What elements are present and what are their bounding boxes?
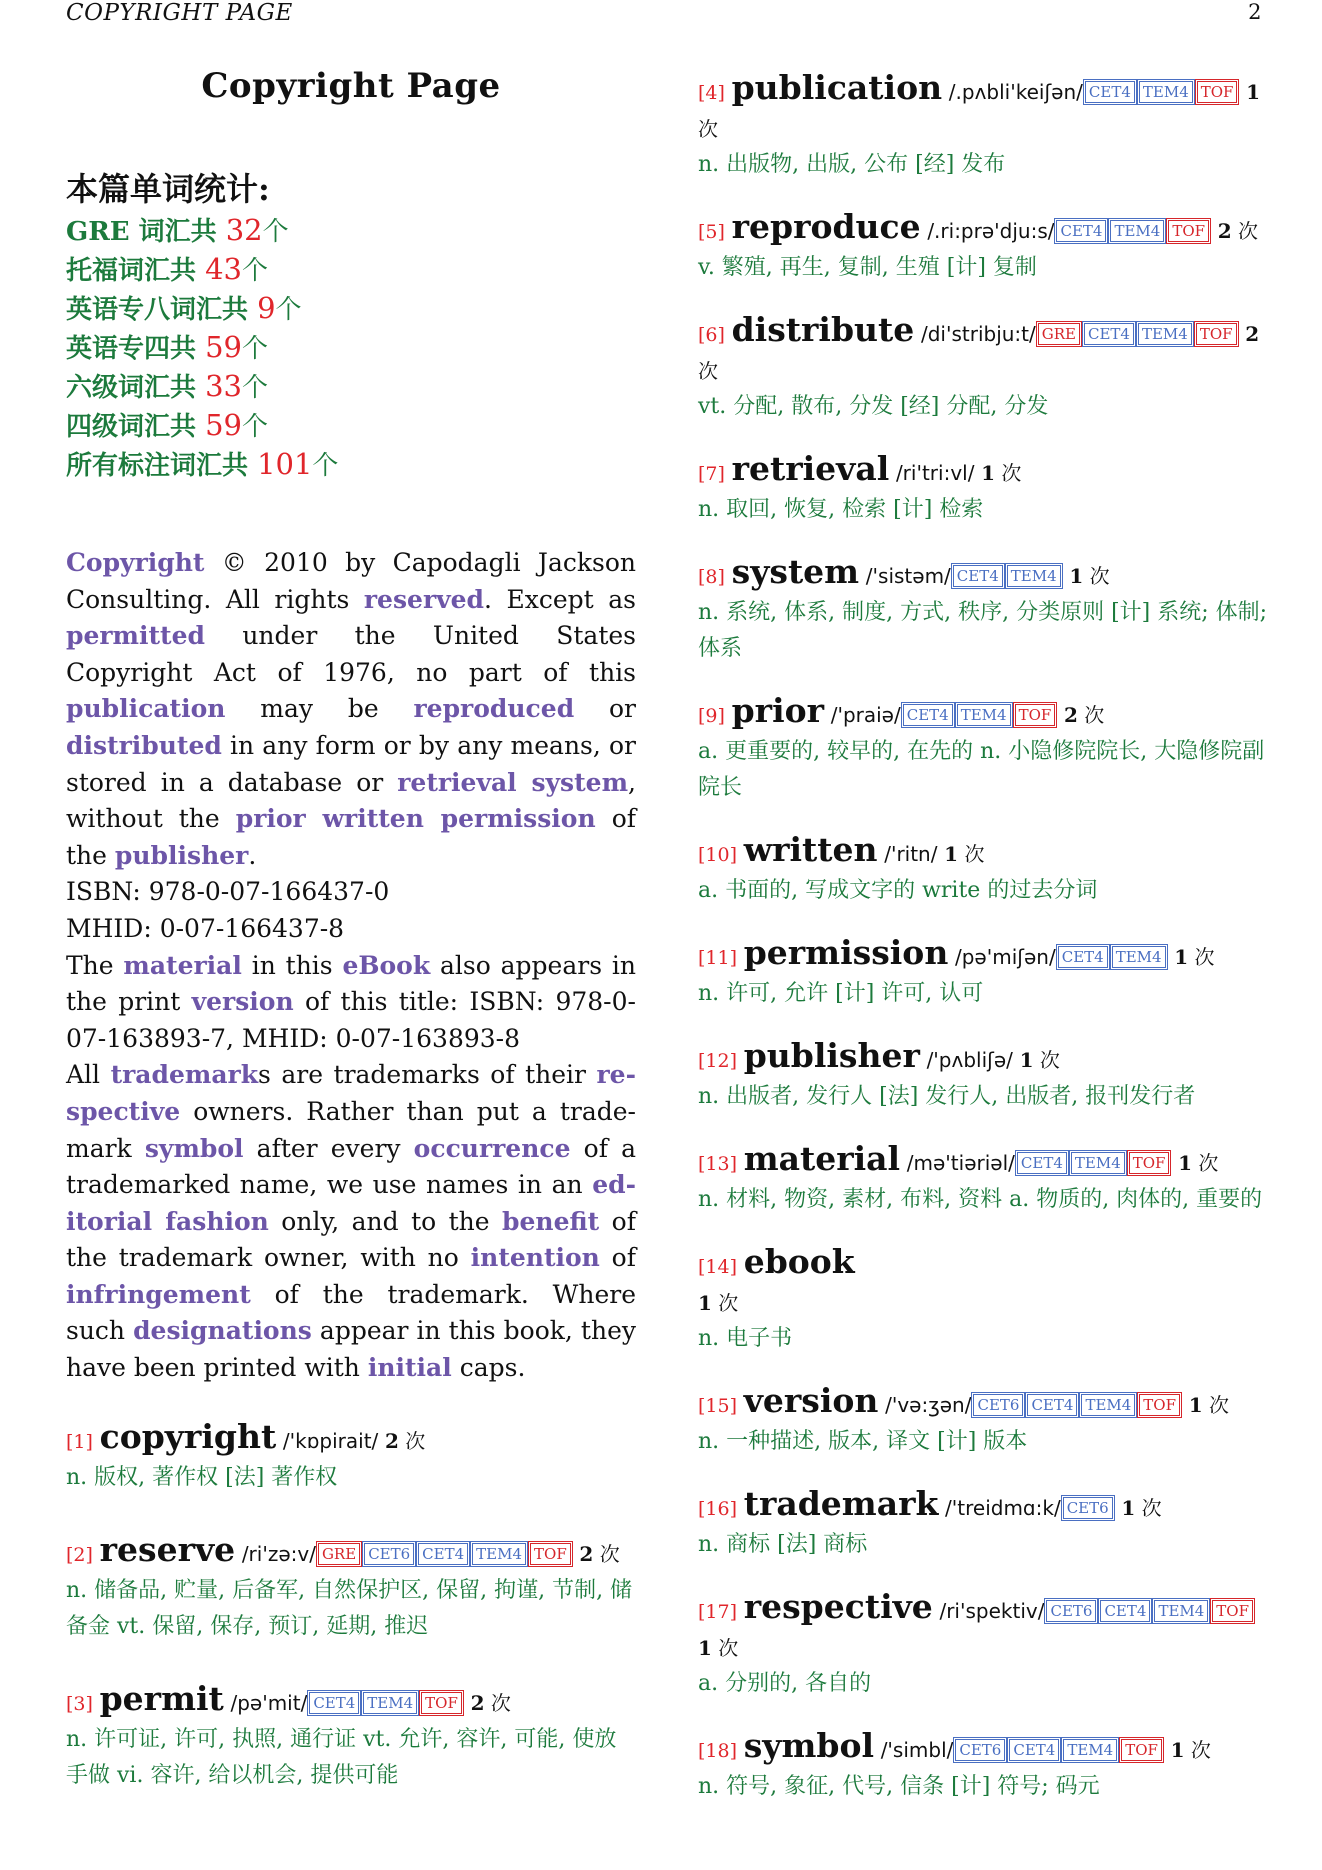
level-tag: TEM4 [1081, 1394, 1135, 1416]
count-value: 1 [1246, 80, 1261, 104]
count-unit: 次 [1084, 703, 1105, 727]
count-unit: 次 [405, 1428, 426, 1453]
count-value: 2 [470, 1690, 485, 1715]
count-value: 1 [944, 842, 959, 866]
count-unit: 次 [698, 117, 718, 141]
entry-definition: vt. 分配, 散布, 分发 [经] 分配, 分发 [698, 394, 1049, 419]
stat-label: 所有标注词汇共 [66, 451, 258, 481]
count-unit: 次 [718, 1636, 739, 1660]
entry-index: [4] [698, 82, 725, 104]
count-unit: 次 [1198, 1151, 1219, 1175]
level-tag: TOF [1196, 323, 1237, 345]
entry-ipa: /ri'spektiv/ [939, 1599, 1045, 1623]
stat-label: 托福词汇共 [66, 256, 206, 286]
entry-index: [17] [698, 1601, 738, 1623]
vocab-entry [698, 554, 1270, 667]
entry-ipa: /'pʌbliʃə/ [926, 1048, 1013, 1072]
entry-index: [6] [698, 324, 725, 346]
entry-ipa: /'treidmɑ:k/ [945, 1496, 1061, 1520]
entry-head [66, 1416, 636, 1460]
entry-word: material [743, 1139, 901, 1178]
entry-word: symbol [743, 1726, 874, 1765]
entry-head [698, 1589, 1270, 1666]
entry-ipa: /pə'miʃən/ [955, 945, 1056, 969]
count-value: 1 [1019, 1048, 1034, 1072]
entry-head [698, 312, 1270, 389]
vocab-entry [66, 1678, 636, 1794]
entry-definition: n. 出版物, 出版, 公布 [经] 发布 [698, 152, 1006, 177]
vocab-entry [698, 1728, 1270, 1805]
level-tag: GRE [318, 1543, 360, 1565]
entry-definition: n. 出版者, 发行人 [法] 发行人, 出版者, 报刊发行者 [698, 1084, 1196, 1109]
mhid-line: MHID: 0-07-166437-8 [66, 913, 345, 943]
entry-ipa: /'ritn/ [884, 842, 938, 866]
entry-word: prior [731, 691, 825, 730]
text-run: may be [225, 694, 414, 724]
count-unit: 次 [1190, 1738, 1211, 1762]
level-tag: CET4 [953, 565, 1003, 587]
stat-count: 32 [225, 213, 263, 247]
entry-definition: n. 符号, 象征, 代号, 信条 [计] 符号; 码元 [698, 1774, 1100, 1799]
vocab-entries-right [698, 70, 1270, 1831]
keyword: material [123, 950, 242, 980]
entry-count [981, 461, 1021, 485]
entry-head [698, 451, 1270, 492]
stat-unit: 个 [312, 451, 339, 481]
page-number: 2 [1248, 0, 1262, 24]
entry-word: system [731, 552, 860, 591]
level-tag: TEM4 [1139, 81, 1193, 103]
count-value: 1 [981, 461, 996, 485]
entry-word: distribute [731, 310, 915, 349]
page-title: Copyright Page [201, 66, 501, 106]
level-tag: CET6 [364, 1543, 414, 1565]
text-run: only, and to the [268, 1206, 503, 1236]
level-tag: TEM4 [363, 1692, 417, 1714]
stat-unit: 个 [241, 412, 268, 442]
entry-head [698, 693, 1270, 734]
keyword: distributed [66, 730, 222, 760]
entry-count [944, 842, 984, 866]
text-run: . Except as [484, 584, 636, 614]
entry-definition: n. 商标 [法] 商标 [698, 1532, 868, 1557]
entry-definition: n. 一种描述, 版本, 译文 [计] 版本 [698, 1429, 1028, 1454]
keyword: occurrence [413, 1133, 571, 1163]
entry-word: permission [743, 933, 949, 972]
level-tag: TOF [1129, 1152, 1170, 1174]
entry-head [698, 554, 1270, 595]
text-run: in this [241, 950, 343, 980]
level-tag: TEM4 [1154, 1600, 1208, 1622]
entry-index: [16] [698, 1498, 738, 1520]
entry-word: copyright [99, 1416, 277, 1456]
entry-word: trademark [743, 1484, 939, 1523]
count-unit: 次 [1238, 219, 1259, 243]
level-tag: TEM4 [1138, 323, 1192, 345]
count-unit: 次 [1141, 1496, 1162, 1520]
entry-index: [18] [698, 1740, 738, 1762]
keyword: Copyright [66, 548, 205, 577]
stat-line [66, 290, 636, 329]
count-unit: 次 [1089, 564, 1110, 588]
count-unit: 次 [1208, 1393, 1229, 1417]
text-run: All [66, 1060, 111, 1090]
vocab-entry [698, 1383, 1270, 1460]
entry-ipa: /'simbl/ [880, 1738, 954, 1762]
entry-definition: n. 储备品, 贮量, 后备军, 自然保护区, 保留, 拘谨, 节制, 储备金 vt. 保留, 保存, 预订, 延期, 推迟 [66, 1577, 633, 1639]
keyword: publisher [114, 840, 249, 870]
level-tag: TOF [1139, 1394, 1180, 1416]
entry-ipa: /mə'tiəriəl/ [906, 1151, 1015, 1175]
entry-count [1171, 1738, 1211, 1762]
count-value: 2 [1245, 322, 1260, 346]
keyword: intention [470, 1243, 600, 1273]
text-run: or [574, 694, 637, 724]
keyword: designations [133, 1316, 312, 1346]
stat-line [66, 212, 636, 251]
entry-definition: a. 分别的, 各自的 [698, 1671, 872, 1696]
level-tag: CET4 [1085, 81, 1135, 103]
stat-count: 9 [257, 291, 276, 325]
stat-count: 101 [257, 447, 313, 481]
entry-definition: n. 许可证, 许可, 执照, 通行证 vt. 允许, 容许, 可能, 使放手做 vi. 容许, 给以机会, 提供可能 [66, 1726, 617, 1788]
entry-word: reserve [99, 1529, 236, 1569]
count-value: 2 [1063, 703, 1078, 727]
entry-word: permit [99, 1678, 224, 1718]
count-unit: 次 [599, 1541, 620, 1566]
keyword: reserved [363, 584, 485, 614]
level-tag: TOF [1121, 1739, 1162, 1761]
entry-definition: a. 书面的, 写成文字的 write 的过去分词 [698, 878, 1098, 903]
level-tag: CET4 [1009, 1739, 1059, 1761]
text-run: of the trademark owner, with no [66, 1206, 636, 1273]
level-tag: CET4 [1058, 946, 1108, 968]
count-value: 1 [1170, 1738, 1185, 1762]
entry-word: ebook [743, 1242, 855, 1281]
vocab-entry [698, 693, 1270, 806]
keyword: eBook [342, 950, 431, 980]
vocab-entries-left [66, 1416, 636, 1794]
text-run: of [599, 1243, 636, 1273]
entry-head [698, 1244, 1270, 1321]
count-value: 1 [1188, 1393, 1203, 1417]
entry-index: [2] [66, 1543, 93, 1566]
entry-ipa: /.pʌbli'keiʃən/ [948, 80, 1083, 104]
count-unit: 次 [1001, 461, 1022, 485]
entry-count [579, 1542, 619, 1566]
entry-head [66, 1529, 636, 1573]
level-tag: TEM4 [1007, 565, 1061, 587]
copyright-text [66, 545, 636, 1387]
count-value: 2 [579, 1541, 594, 1566]
entry-word: respective [743, 1587, 933, 1626]
keyword: prior written permission [235, 804, 596, 834]
vocab-entry [698, 1141, 1270, 1218]
entry-index: [13] [698, 1153, 738, 1175]
level-tag: CET4 [1017, 1152, 1067, 1174]
text-run: after every [243, 1133, 414, 1163]
entry-word: publication [731, 68, 943, 107]
entry-count [471, 1691, 511, 1715]
entry-head [698, 1383, 1270, 1424]
entry-definition: n. 许可, 允许 [计] 许可, 认可 [698, 981, 984, 1006]
stat-unit: 个 [262, 217, 289, 247]
level-tag: TEM4 [1063, 1739, 1117, 1761]
stat-label: 四级词汇共 [66, 412, 206, 442]
trademark-paragraph [66, 1057, 636, 1386]
entry-word: retrieval [731, 449, 890, 488]
stat-line [66, 407, 636, 446]
text-run: under the United States Copyright Act of 1976, no part of this [66, 621, 636, 687]
entry-ipa: /'kɒpirait/ [282, 1428, 379, 1453]
entry-ipa: /ri'zə:v/ [241, 1541, 316, 1566]
stats-list [66, 212, 636, 485]
entry-head [66, 1678, 636, 1722]
entry-head [698, 935, 1270, 976]
entry-count [1218, 219, 1258, 243]
text-run: . [248, 840, 257, 870]
count-value: 1 [1174, 945, 1189, 969]
level-tag: CET4 [418, 1543, 468, 1565]
count-unit: 次 [718, 1291, 739, 1315]
entry-head [698, 1728, 1270, 1769]
text-run: s are trademarks of their [258, 1060, 597, 1090]
vocab-entry [698, 832, 1270, 909]
stat-line [66, 329, 636, 368]
entry-ipa: /'və:ʒən/ [885, 1393, 972, 1417]
text-run: of the [66, 804, 636, 870]
ebook-paragraph [66, 948, 636, 1058]
entry-ipa: /.ri:prə'dju:s/ [927, 219, 1055, 243]
vocab-entry [698, 209, 1270, 286]
stat-count: 59 [205, 408, 242, 442]
stat-label: 英语专四共 [66, 334, 206, 364]
keyword: version [191, 987, 294, 1017]
text-run: also appears in the print [66, 950, 636, 1017]
stat-unit: 个 [241, 256, 268, 286]
vocab-entry [698, 1038, 1270, 1115]
stat-label: 六级词汇共 [66, 373, 206, 403]
vocab-entry [698, 1244, 1270, 1357]
keyword: benefit [502, 1206, 600, 1236]
stat-line [66, 446, 636, 485]
header-title: COPYRIGHT PAGE [66, 0, 293, 26]
entry-head [698, 1486, 1270, 1527]
vocab-entry [698, 451, 1270, 528]
count-unit: 次 [1039, 1048, 1060, 1072]
keyword: editorial fashion [66, 1170, 636, 1236]
text-run: , without the [66, 767, 636, 834]
level-tag: TEM4 [1112, 946, 1166, 968]
level-tag: TEM4 [1110, 220, 1164, 242]
level-tag: CET6 [1063, 1497, 1113, 1519]
entry-index: [14] [698, 1256, 738, 1278]
level-tag: CET6 [973, 1394, 1023, 1416]
level-tag: CET4 [1084, 323, 1134, 345]
entry-definition: a. 更重要的, 较早的, 在先的 n. 小隐修院院长, 大隐修院副院长 [698, 739, 1265, 800]
level-tag: CET6 [955, 1739, 1005, 1761]
copyright-paragraph [66, 545, 636, 874]
stat-line [66, 251, 636, 290]
count-unit: 次 [964, 842, 985, 866]
entry-count [1121, 1496, 1161, 1520]
level-tag: TEM4 [957, 704, 1011, 726]
level-tag: CET4 [1056, 220, 1106, 242]
count-unit: 次 [1194, 945, 1215, 969]
entry-head [698, 1038, 1270, 1079]
stat-count: 59 [205, 330, 242, 364]
keyword: publication [66, 694, 226, 724]
text-run: owners. Rather than put a trademark [66, 1096, 636, 1163]
entry-definition: v. 繁殖, 再生, 复制, 生殖 [计] 复制 [698, 255, 1037, 280]
entry-index: [7] [698, 463, 725, 485]
vocab-entry [66, 1416, 636, 1496]
entry-word: reproduce [731, 207, 921, 246]
entry-index: [15] [698, 1395, 738, 1417]
count-value: 1 [1121, 1496, 1136, 1520]
entry-index: [5] [698, 221, 725, 243]
entry-head [698, 832, 1270, 873]
entry-index: [11] [698, 947, 738, 969]
entry-definition: n. 电子书 [698, 1326, 793, 1351]
text-run: of a trademarked name, we use names in an [66, 1133, 636, 1200]
entry-head [698, 70, 1270, 147]
entry-definition: n. 版权, 著作权 [法] 著作权 [66, 1464, 338, 1490]
entry-ipa: /'praiə/ [830, 703, 901, 727]
keyword: retrieval system [397, 767, 629, 797]
entry-index: [8] [698, 566, 725, 588]
entry-count [1189, 1393, 1229, 1417]
left-column [66, 66, 636, 1830]
entry-ipa: /'sistəm/ [865, 564, 951, 588]
count-unit: 次 [490, 1690, 511, 1715]
count-value: 2 [1217, 219, 1232, 243]
entry-word: version [743, 1381, 879, 1420]
stat-unit: 个 [241, 334, 268, 364]
text-run: appear in this book, they have been printed with [66, 1316, 636, 1383]
entry-definition: n. 系统, 体系, 制度, 方式, 秩序, 分类原则 [计] 系统; 体制; 体系 [698, 600, 1268, 661]
keyword: symbol [144, 1133, 244, 1163]
text-run: caps. [451, 1353, 526, 1383]
count-value: 1 [698, 1636, 712, 1660]
count-value: 2 [384, 1428, 399, 1453]
entry-count [1020, 1048, 1060, 1072]
stats-title: 本篇单词统计: [66, 170, 270, 208]
entry-word: written [743, 830, 878, 869]
vocab-entry [698, 70, 1270, 183]
entry-ipa: /ri'tri:vl/ [895, 461, 975, 485]
level-tag: CET4 [1100, 1600, 1150, 1622]
level-tag: CET4 [1027, 1394, 1077, 1416]
entry-count [1064, 703, 1104, 727]
level-tag: CET6 [1046, 1600, 1096, 1622]
level-tag: TEM4 [472, 1543, 526, 1565]
level-tag: CET4 [903, 704, 953, 726]
entry-head [698, 1141, 1270, 1182]
level-tag: TOF [530, 1543, 571, 1565]
text-run: © 2010 by Capodagli Jackson Consulting. All rights [66, 548, 636, 614]
text-run: The [66, 950, 124, 980]
vocab-entry [698, 1589, 1270, 1702]
entry-definition: n. 材料, 物资, 素材, 布料, 资料 a. 物质的, 肉体的, 重要的 [698, 1187, 1263, 1212]
vocab-entry [698, 935, 1270, 1012]
entry-ipa: /pə'mit/ [230, 1690, 308, 1715]
level-tag: GRE [1038, 323, 1080, 345]
entry-count [1069, 564, 1109, 588]
text-run: in any form or by any means, or stored in a database or [66, 730, 636, 797]
entry-count [1178, 1151, 1218, 1175]
count-value: 1 [1069, 564, 1084, 588]
vocab-entry [698, 1486, 1270, 1563]
level-tag: TEM4 [1071, 1152, 1125, 1174]
entry-count [385, 1429, 425, 1453]
stat-unit: 个 [275, 295, 302, 325]
entry-index: [3] [66, 1692, 93, 1715]
entry-definition: n. 取回, 恢复, 检索 [计] 检索 [698, 497, 984, 522]
level-tag: TOF [1015, 704, 1056, 726]
entry-word: publisher [743, 1036, 920, 1075]
keyword: permitted [66, 621, 205, 651]
level-tag: TOF [1212, 1600, 1253, 1622]
count-unit: 次 [698, 359, 718, 383]
count-value: 1 [1178, 1151, 1193, 1175]
isbn-line: ISBN: 978-0-07-166437-0 [66, 877, 390, 907]
vocab-entry [66, 1529, 636, 1645]
stat-line [66, 368, 636, 407]
level-tag: TOF [1197, 81, 1238, 103]
stat-unit: 个 [241, 373, 268, 403]
level-tag: TOF [1168, 220, 1209, 242]
level-tag: TOF [421, 1692, 462, 1714]
entry-count [698, 1291, 738, 1315]
entry-index: [12] [698, 1050, 738, 1072]
text-run: of this title: ISBN: 978-0-07-163893-7, MHID: 0-07-163893-8 [66, 987, 636, 1053]
stat-count: 33 [205, 369, 242, 403]
entry-index: [1] [66, 1430, 93, 1453]
entry-ipa: /di'stribju:t/ [920, 322, 1036, 346]
entry-count [698, 1636, 738, 1660]
count-value: 1 [698, 1291, 712, 1315]
keyword: trademark [110, 1060, 259, 1090]
entry-index: [10] [698, 844, 738, 866]
level-tag: CET4 [309, 1692, 359, 1714]
stat-label: GRE 词汇共 [66, 217, 226, 247]
text-run: of the trademark. Where such [66, 1279, 636, 1346]
keyword: respective [66, 1060, 636, 1126]
entry-head [698, 209, 1270, 250]
stat-label: 英语专八词汇共 [66, 295, 258, 325]
entry-count [1174, 945, 1214, 969]
running-header [66, 0, 1262, 30]
keyword: reproduced [413, 694, 575, 724]
keyword: initial [367, 1353, 452, 1383]
stat-count: 43 [205, 252, 242, 286]
entry-index: [9] [698, 705, 725, 727]
keyword: infringement [66, 1279, 251, 1309]
vocab-entry [698, 312, 1270, 425]
